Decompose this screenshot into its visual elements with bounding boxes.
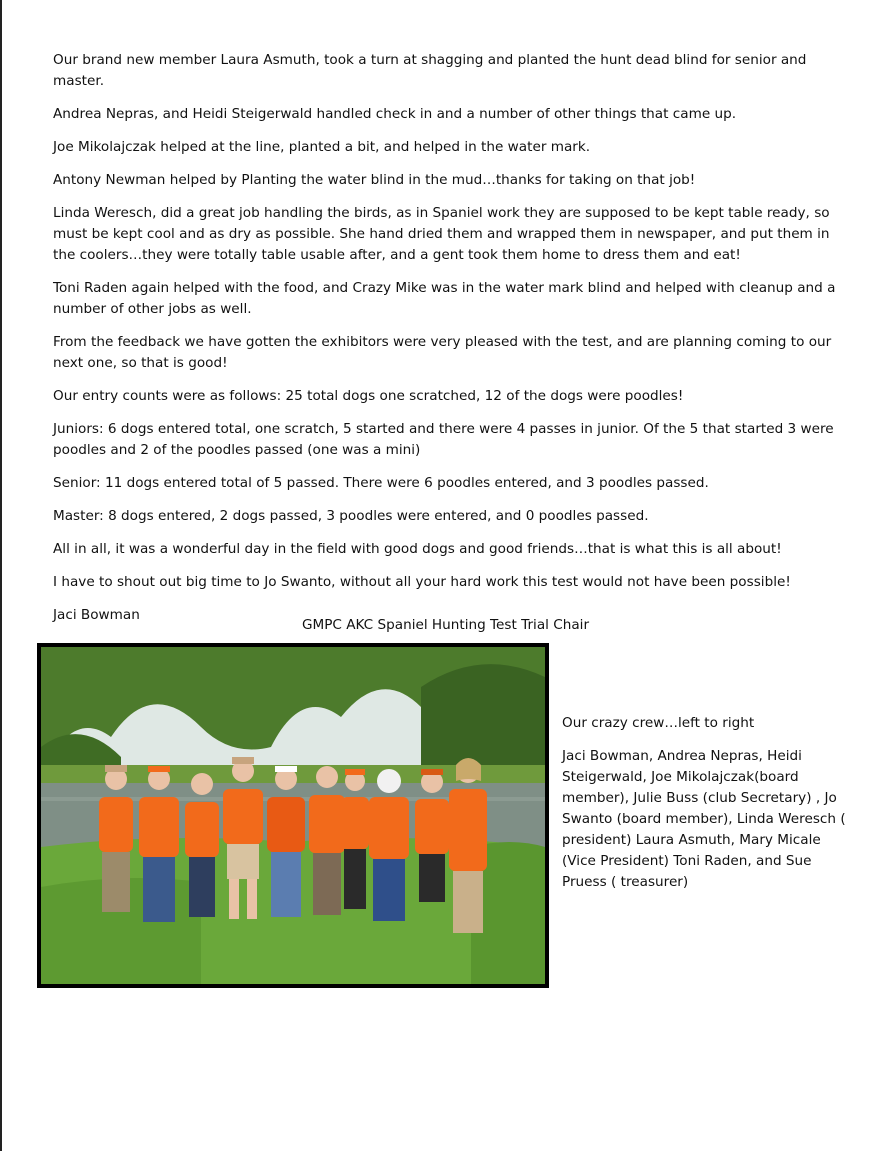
caption-heading: Our crazy crew…left to right xyxy=(562,715,755,731)
paragraph: Our entry counts were as follows: 25 total dogs one scratched, 12 of the dogs were poodles! xyxy=(53,388,684,404)
paragraph: Antony Newman helped by Planting the water blind in the mud…thanks for taking on that job! xyxy=(53,172,696,188)
paragraph: Joe Mikolajczak helped at the line, planted a bit, and helped in the water mark. xyxy=(53,139,591,155)
caption-names: Jaci Bowman, Andrea Nepras, Heidi Steigerwald, Joe Mikolajczak(board member), Julie Buss (club Secretary) , Jo Swanto (board member), Linda Weresch ( president) Laura Asmuth, Mary Micale (Vice President) Toni Raden, and Sue Pruess ( treasurer) xyxy=(562,748,846,890)
paragraph: Andrea Nepras, and Heidi Steigerwald handled check in and a number of other things that came up. xyxy=(53,106,737,122)
paragraph: Juniors: 6 dogs entered total, one scratch, 5 started and there were 4 passes in junior. Of the 5 that started 3 were poodles and 2 of the poodles passed (one was a mini) xyxy=(53,421,834,458)
group-photo-illustration xyxy=(41,647,545,984)
paragraph: Senior: 11 dogs entered total of 5 passed. There were 6 poodles entered, and 3 poodles passed. xyxy=(53,475,709,491)
paragraph: I have to shout out big time to Jo Swanto, without all your hard work this test would not have been possible! xyxy=(53,574,791,590)
paragraph: Linda Weresch, did a great job handling the birds, as in Spaniel work they are supposed to be kept table ready, so must be kept cool and as dry as possible. She hand dried them and wrapped them in newspaper, and put them in the coolers…they were totally table usable after, and a gent took them home to dress them and eat! xyxy=(53,205,830,263)
paragraph: Master: 8 dogs entered, 2 dogs passed, 3 poodles were entered, and 0 poodles passed. xyxy=(53,508,649,524)
article-body xyxy=(53,50,843,638)
signature-name: Jaci Bowman xyxy=(53,607,140,623)
paragraph: Toni Raden again helped with the food, and Crazy Mike was in the water mark blind and helped with cleanup and a number of other jobs as well. xyxy=(53,280,836,317)
paragraph: Our brand new member Laura Asmuth, took a turn at shagging and planted the hunt dead blind for senior and master. xyxy=(53,52,807,89)
paragraph: All in all, it was a wonderful day in the field with good dogs and good friends…that is what this is all about! xyxy=(53,541,782,557)
group-photo xyxy=(37,643,549,988)
paragraph: From the feedback we have gotten the exhibitors were very pleased with the test, and are planning coming to our next one, so that is good! xyxy=(53,334,832,371)
page-left-border xyxy=(0,0,2,1151)
photo-caption xyxy=(562,713,852,905)
signature-title: GMPC AKC Spaniel Hunting Test Trial Chair xyxy=(301,617,590,633)
